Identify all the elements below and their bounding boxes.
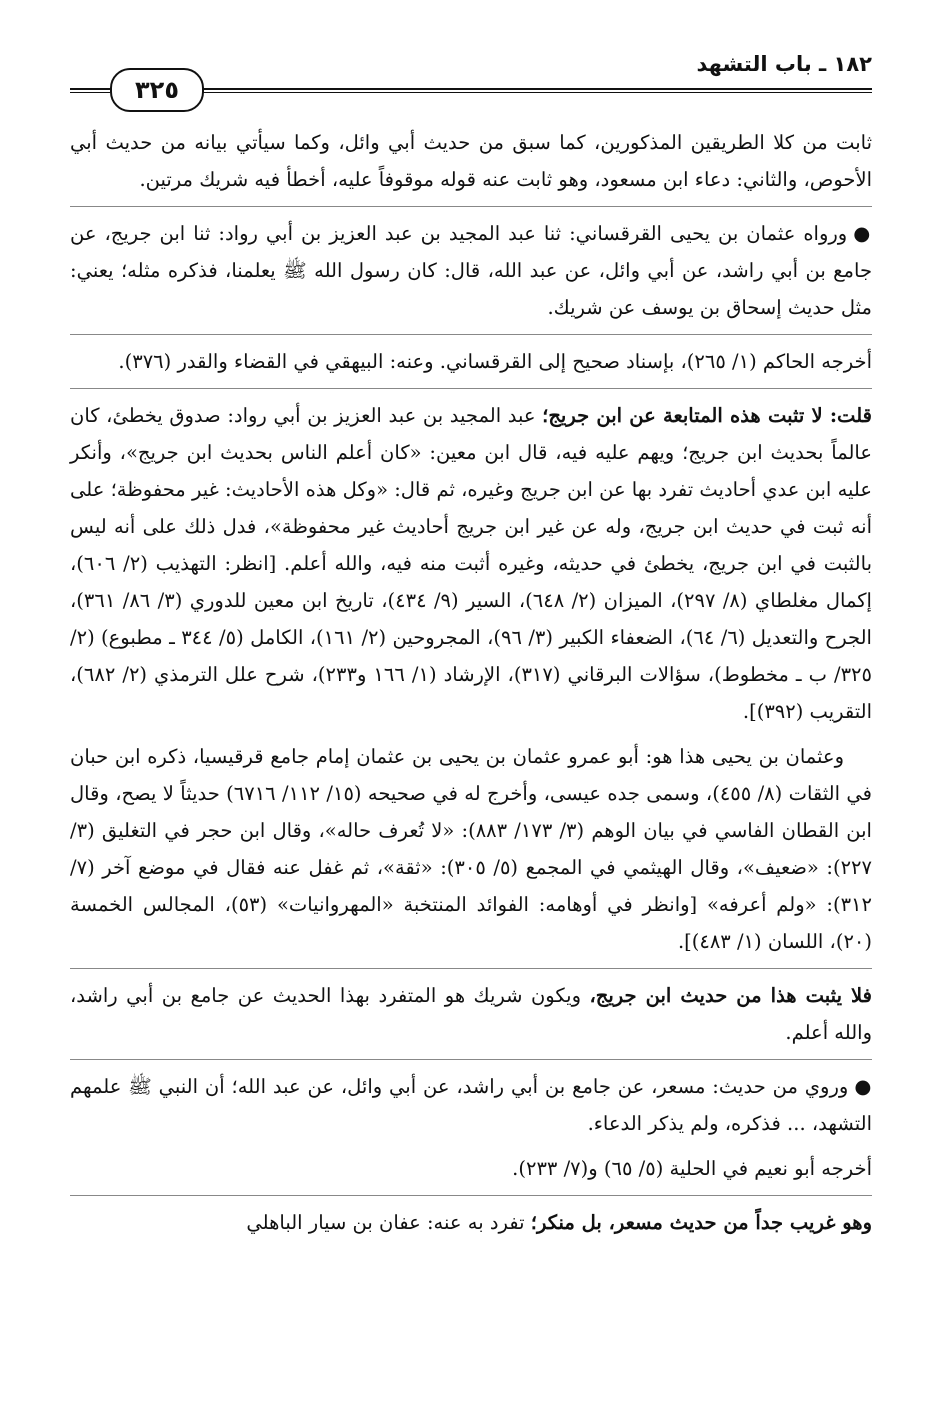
bold-lead: وهو غريب جداً من حديث مسعر، بل منكر؛ bbox=[530, 1211, 872, 1234]
bullet-icon: ● bbox=[853, 222, 873, 245]
separator bbox=[70, 206, 872, 207]
paragraph: أخرجه الحاكم (١/ ٢٦٥)، بإسناد صحيح إلى القرقساني. وعنه: البيهقي في القضاء والقدر (٣٧٦). bbox=[118, 350, 872, 373]
paragraph bbox=[70, 977, 872, 1051]
paragraph: ثابت من كلا الطريقين المذكورين، كما سبق من حديث أبي وائل، وكما سيأتي بيانه من حديث أبي الأحوص، والثاني: دعاء ابن مسعود، وهو ثابت عنه قوله موقوفاً عليه، أخطأ فيه شريك مرتين. bbox=[70, 131, 872, 191]
paragraph-text: وروي من حديث: مسعر، عن جامع بن أبي راشد، عن أبي وائل، عن عبد الله؛ أن النبي ﷺ علمهم التشهد، ... فذكره، ولم يذكر الدعاء. bbox=[70, 1075, 872, 1135]
header-rule bbox=[200, 88, 872, 93]
paragraph bbox=[70, 1068, 872, 1142]
paragraph bbox=[70, 215, 872, 326]
paragraph bbox=[70, 1204, 872, 1241]
paragraph bbox=[70, 397, 872, 730]
separator bbox=[70, 388, 872, 389]
paragraph-text: ورواه عثمان بن يحيى القرقساني: ثنا عبد المجيد بن عبد العزيز بن أبي رواد: ثنا ابن جريج، عن جامع بن أبي راشد، عن أبي وائل، عن عبد الله، قال: كان رسول الله ﷺ يعلمنا، فذكره مثله؛ يعني: مثل حديث إسحاق بن يوسف عن شريك. bbox=[70, 222, 872, 319]
page-number: ٣٢٥ bbox=[110, 68, 204, 112]
bold-lead: فلا يثبت هذا من حديث ابن جريج، bbox=[589, 984, 873, 1007]
paragraph-text: ويكون شريك هو المتفرد بهذا الحديث عن جامع بن أبي راشد، والله أعلم. bbox=[70, 984, 872, 1044]
paragraph-text: تفرد به عنه: عفان بن سيار الباهلي bbox=[246, 1211, 531, 1234]
separator bbox=[70, 1195, 872, 1196]
page-header bbox=[70, 48, 872, 108]
paragraph: أخرجه أبو نعيم في الحلية (٥/ ٦٥) و(٧/ ٢٣٣). bbox=[512, 1157, 872, 1180]
separator bbox=[70, 334, 872, 335]
paragraph-text: عبد المجيد بن عبد العزيز بن أبي رواد: صدوق يخطئ، كان عالماً بحديث ابن جريج؛ ويهم عليه فيه، قال ابن معين: «كان أعلم الناس بحديث ابن جريج»، وأنكر عليه ابن عدي أحاديث تفرد بها عن ابن جريج وغيره، ثم قال: «وكل هذه الأحاديث: غير محفوظة؛ على أنه ثبت في حديث ابن جريج، وله عن غير ابن جريج أحاديث غير محفوظة»، فدل ذلك على أنه ليس بالثبت في ابن جريج، يخطئ في حديثه، وغيره أثبت منه فيه، والله أعلم. [انظر: التهذيب (٢/ ٦٠٦)، إكمال مغلطاي (٨/ ٢٩٧)، الميزان (٢/ ٦٤٨)، السير (٩/ ٤٣٤)، تاريخ ابن معين للدوري (٣/ ٨٦/ ٣٦١)، الجرح والتعديل (٦/ ٦٤)، الضعفاء الكبير (٣/ ٩٦)، المجروحين (٢/ ١٦١)، الكامل (٥/ ٣٤٤ ـ مطبوع) (٢/ ٣٢٥/ ب ـ مخطوط)، سؤالات البرقاني (٣١٧)، الإرشاد (١/ ١٦٦ و٢٣٣)، شرح علل الترمذي (٢/ ٦٨٢)، التقريب (٣٩٢)]. bbox=[70, 404, 872, 723]
separator bbox=[70, 968, 872, 969]
separator bbox=[70, 1059, 872, 1060]
page-body bbox=[70, 124, 872, 1249]
paragraph: وعثمان بن يحيى هذا هو: أبو عمرو عثمان بن يحيى بن عثمان إمام جامع قرقيسيا، ذكره ابن حبان في الثقات (٨/ ٤٥٥)، وسمى جده عيسى، وأخرج له في صحيحه (١٥/ ١١٢/ ٦٧١٦) حديثاً لا يصح، وقال ابن القطان الفاسي في بيان الوهم (٣/ ١٧٣/ ٨٨٣): «لا تُعرف حاله»، وقال ابن حجر في التغليق (٣/ ٢٢٧): «ضعيف»، وقال الهيثمي في المجمع (٥/ ٣٠٥): «ثقة»، ثم غفل عنه فقال في موضع آخر (٧/ ٣١٢): «ولم أعرفه» [وانظر في أوهامه: الفوائد المنتخبة «المهروانيات» (٥٣)، المجالس الخمسة (٢٠)، اللسان (١/ ٤٨٣)]. bbox=[70, 745, 872, 953]
header-rule-left bbox=[70, 88, 110, 93]
bullet-icon: ● bbox=[854, 1075, 873, 1098]
chapter-title: ١٨٢ ـ باب التشهد bbox=[696, 52, 872, 76]
bold-lead: قلت: لا تثبت هذه المتابعة عن ابن جريج؛ bbox=[542, 404, 872, 427]
